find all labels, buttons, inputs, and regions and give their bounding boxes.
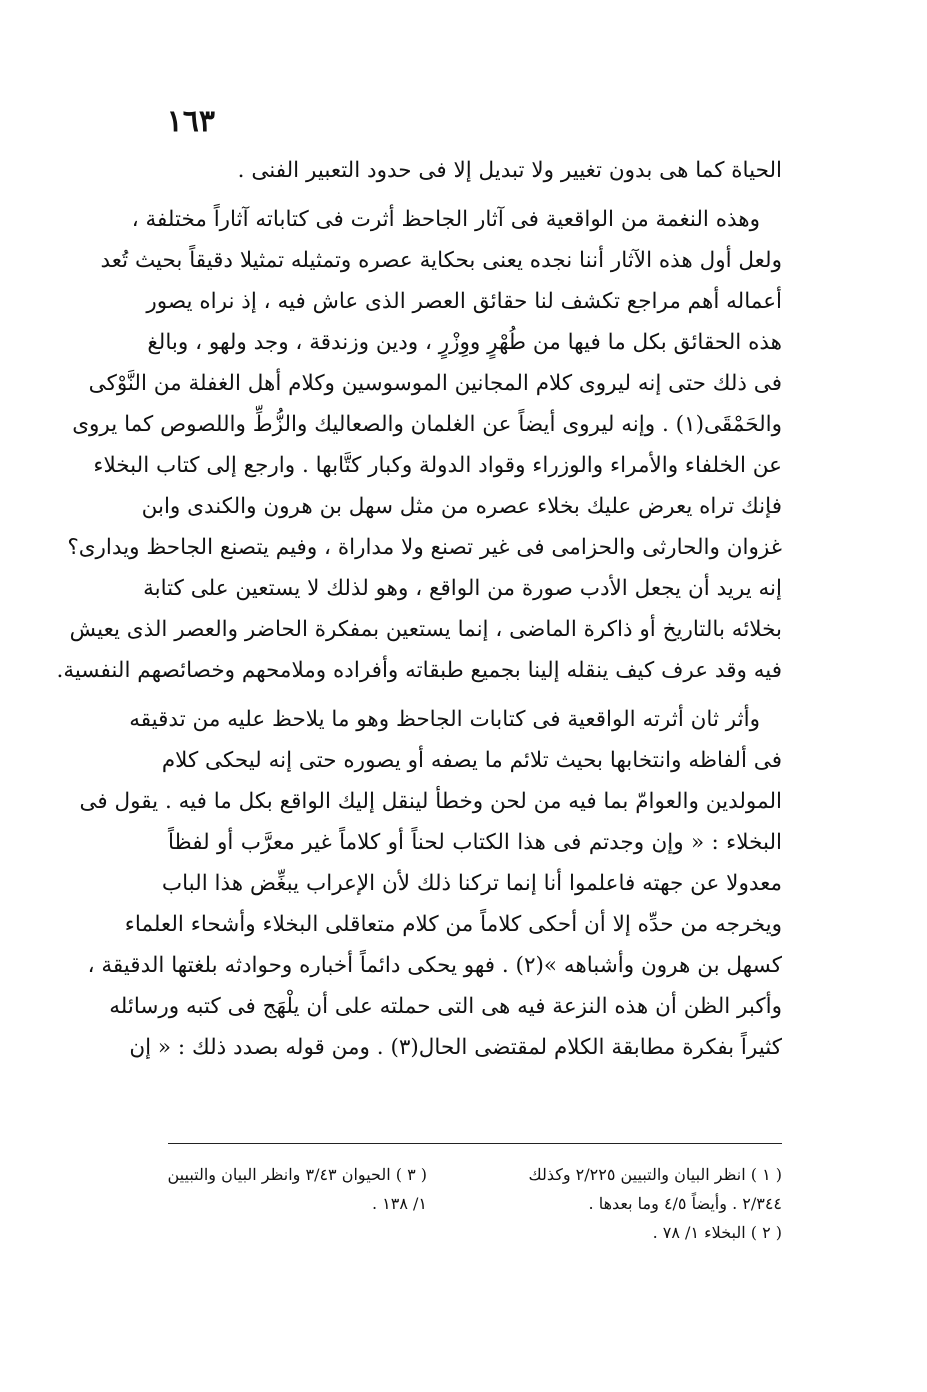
footnote-line: ١/ ١٣٨ . xyxy=(371,1194,427,1213)
footnote-divider xyxy=(168,1143,782,1144)
text-line: بخلائه بالتاريخ أو ذاكرة الماضى ، إنما يستعين بمفكرة الحاضر والعصر الذى يعيش xyxy=(69,617,782,642)
text-line: وأكبر الظن أن هذه النزعة فيه هى التى حملته على أن يلْهَج فى كتبه ورسائله xyxy=(109,994,782,1019)
page-number: ١٦٣ xyxy=(166,104,215,139)
footnote-line: ( ٣ ) الحيوان ٣/٤٣ وانظر البيان والتبيين xyxy=(167,1165,427,1184)
text-line: فى ذلك حتى إنه ليروى كلام المجانين الموسوسين وكلام أهل الغفلة من النَّوْكى xyxy=(88,371,782,396)
text-line: معدولا عن جهته فاعلموا أنا إنما تركنا ذلك لأن الإعراب يبغِّض هذا الباب xyxy=(161,871,782,896)
text-line: فى ألفاظه وانتخابها بحيث تلائم ما يصفه أو يصوره حتى إنه ليحكى كلام xyxy=(161,748,782,773)
text-line: فإنك تراه يعرض عليك بخلاء عصره من مثل سهل بن هرون والكندى وابن xyxy=(141,494,782,519)
text-line: عن الخلفاء والأمراء والوزراء وقواد الدولة وكبار كتَّابها . وارجع إلى كتاب البخلاء xyxy=(93,453,782,478)
footnotes-right-column xyxy=(442,1160,782,1247)
text-line: غزوان والحارثى والحزامى فى غير تصنع ولا مداراة ، وفيم يتصنع الجاحظ ويدارى؟ xyxy=(67,535,782,560)
text-line: والحَمْقَى(١) . وإنه ليروى أيضاً عن الغلمان والصعاليك والزُّطِّ واللصوص كما يروى xyxy=(72,412,782,437)
footnote-line: ٢/٣٤٤ . وأيضاً ٤/٥ وما بعدها . xyxy=(588,1194,782,1213)
text-line: وهذه النغمة من الواقعية فى آثار الجاحظ أثرت فى كتاباته آثاراً مختلفة ، xyxy=(131,207,760,232)
body-text xyxy=(56,150,782,1068)
paragraph xyxy=(79,699,782,1068)
text-line: البخلاء : « وإن وجدتم فى هذا الكتاب لحناً أو كلاماً غير معرَّب أو لفظاً xyxy=(168,830,782,855)
text-line: كثيراً بفكرة مطابقة الكلام لمقتضى الحال(٣) . ومن قوله بصدد ذلك : « إن xyxy=(129,1035,782,1060)
footnote-line: ( ١ ) انظر البيان والتبيين ٢/٢٢٥ وكذلك xyxy=(528,1165,782,1184)
text-line: كسهل بن هرون وأشباهه »(٢) . فهو يحكى دائماً أخباره وحوادثه بلغتها الدقيقة ، xyxy=(87,953,782,978)
text-line: إنه يريد أن يجعل الأدب صورة من الواقع ، وهو لذلك لا يستعين على كتابة xyxy=(143,576,782,601)
text-line: أعماله أهم مراجع تكشف لنا حقائق العصر الذى عاش فيه ، إذ نراه يصور xyxy=(146,289,782,314)
footnotes-left-column xyxy=(165,1160,427,1218)
text-line: الحياة كما هى بدون تغيير ولا تبديل إلا فى حدود التعبير الفنى . xyxy=(237,158,782,183)
footnote-line: ( ٢ ) البخلاء ١/ ٧٨ . xyxy=(652,1223,782,1242)
text-line: وأثر ثان أثرته الواقعية فى كتابات الجاحظ وهو ما يلاحظ عليه من تدقيقه xyxy=(129,707,760,732)
text-line: هذه الحقائق بكل ما فيها من طُهْرٍ ووِزْرٍ ، ودين وزندقة ، وجد ولهو ، وبالغ xyxy=(147,330,782,355)
text-line: فيه وقد عرف كيف ينقله إلينا بجميع طبقاته وأفراده وملامحهم وخصائصهم النفسية. xyxy=(56,658,782,683)
text-line: المولدين والعوامّ بما فيه من لحن وخطأ لينقل إليك الواقع بكل ما فيه . يقول فى xyxy=(79,789,782,814)
text-line: ولعل أول هذه الآثار أننا نجده يعنى بحكاية عصره وتمثيله تمثيلا دقيقاً بحيث تُعد xyxy=(100,248,782,273)
paragraph xyxy=(56,199,782,691)
text-line: ويخرجه من حدِّه إلا أن أحكى كلاماً من كلام متعاقلى البخلاء وأشحاء العلماء xyxy=(124,912,782,937)
paragraph xyxy=(168,150,782,191)
